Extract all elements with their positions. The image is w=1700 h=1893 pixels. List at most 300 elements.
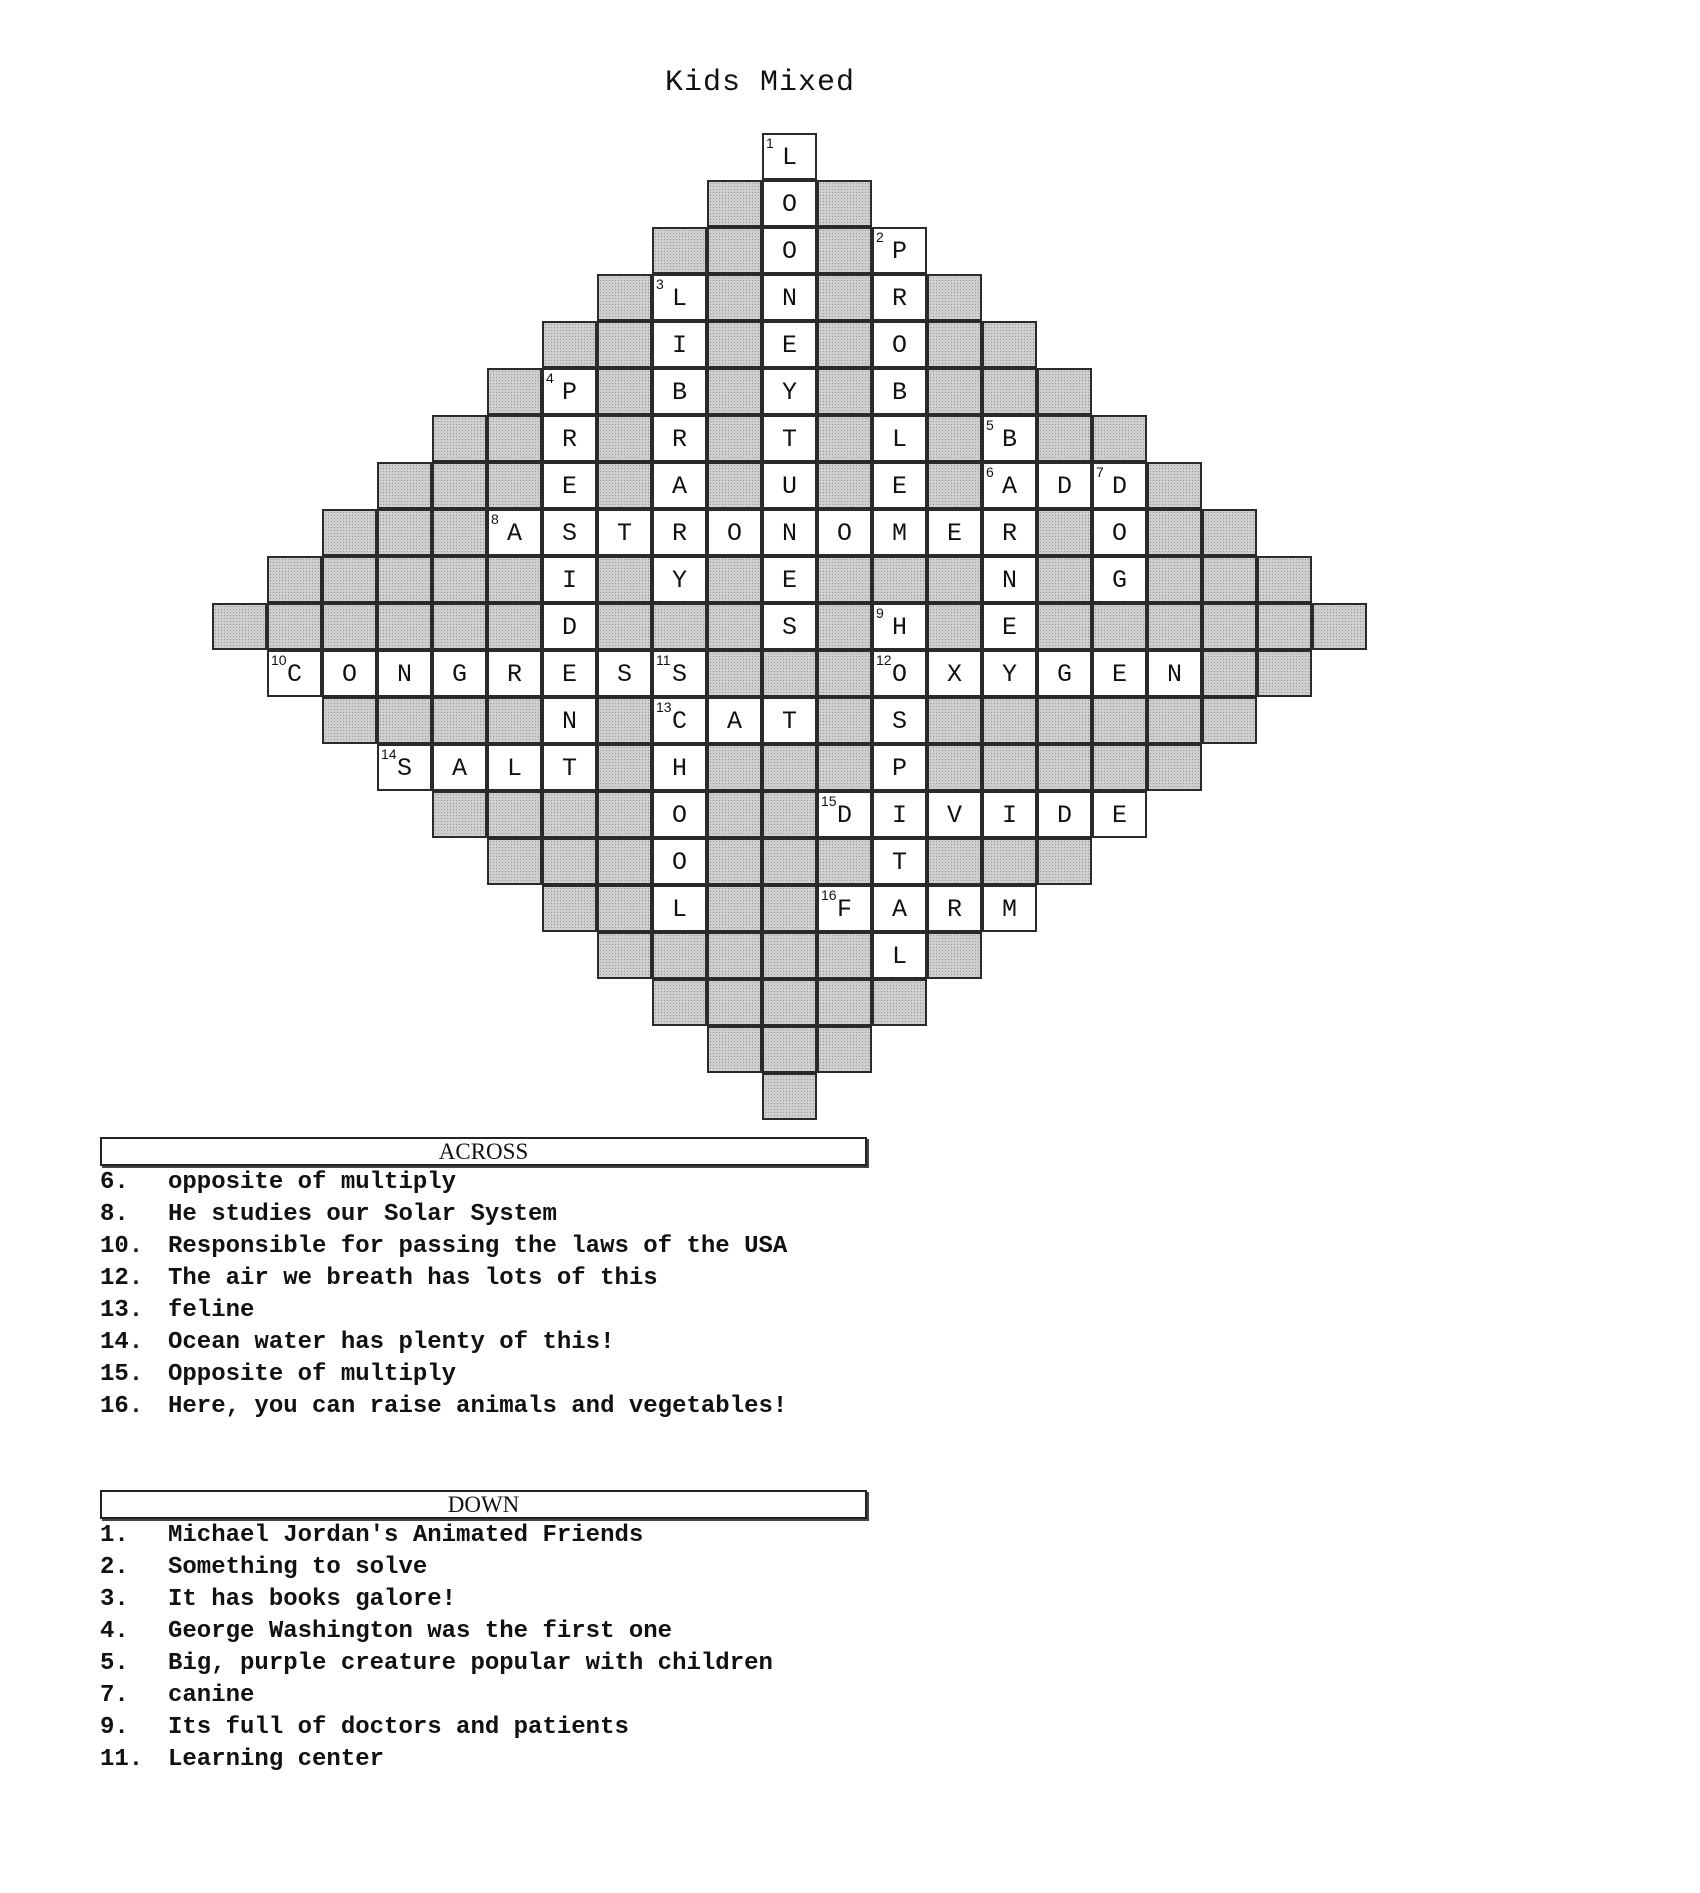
blocked-cell — [707, 885, 762, 932]
clue-text: Ocean water has plenty of this! — [168, 1329, 615, 1356]
answer-cell[interactable] — [762, 133, 817, 180]
answer-cell[interactable] — [982, 603, 1037, 650]
answer-cell[interactable] — [652, 368, 707, 415]
answer-cell[interactable] — [982, 791, 1037, 838]
cell-letter: A — [671, 472, 687, 501]
answer-cell[interactable] — [652, 697, 707, 744]
blocked-cell — [487, 697, 542, 744]
answer-cell[interactable] — [597, 650, 652, 697]
blocked-cell — [927, 697, 982, 744]
blocked-cell — [707, 274, 762, 321]
blocked-cell — [1147, 744, 1202, 791]
answer-cell[interactable] — [267, 650, 322, 697]
blocked-cell — [817, 321, 872, 368]
answer-cell[interactable] — [762, 415, 817, 462]
across-clue — [100, 1327, 860, 1359]
blocked-cell — [982, 838, 1037, 885]
blocked-cell — [927, 556, 982, 603]
cell-letter: A — [1001, 472, 1017, 501]
cell-letter: F — [836, 895, 852, 924]
clue-number: 3. — [100, 1586, 129, 1613]
answer-cell[interactable] — [542, 744, 597, 791]
blocked-cell — [542, 321, 597, 368]
blocked-cell — [212, 603, 267, 650]
blocked-cell — [377, 603, 432, 650]
answer-cell[interactable] — [652, 838, 707, 885]
blocked-cell — [1147, 603, 1202, 650]
blocked-cell — [1037, 744, 1092, 791]
cell-letter: M — [1001, 895, 1017, 924]
blocked-cell — [542, 838, 597, 885]
cell-letter: N — [1166, 660, 1182, 689]
cell-letter: T — [891, 848, 907, 877]
cell-number: 11 — [656, 652, 671, 668]
cell-letter: S — [396, 754, 412, 783]
blocked-cell — [432, 509, 487, 556]
answer-cell[interactable] — [762, 227, 817, 274]
answer-cell[interactable] — [542, 368, 597, 415]
answer-cell[interactable] — [652, 321, 707, 368]
blocked-cell — [597, 368, 652, 415]
blocked-cell — [762, 838, 817, 885]
cell-letter: A — [506, 519, 522, 548]
answer-cell[interactable] — [872, 744, 927, 791]
clue-number: 5. — [100, 1650, 129, 1677]
blocked-cell — [1257, 556, 1312, 603]
blocked-cell — [1092, 697, 1147, 744]
blocked-cell — [707, 603, 762, 650]
blocked-cell — [432, 603, 487, 650]
cell-letter: Y — [781, 378, 797, 407]
cell-letter: A — [726, 707, 742, 736]
blocked-cell — [817, 744, 872, 791]
cell-letter: O — [781, 237, 797, 266]
cell-letter: D — [1056, 472, 1072, 501]
answer-cell[interactable] — [652, 650, 707, 697]
answer-cell[interactable] — [872, 603, 927, 650]
clue-text: It has books galore! — [168, 1586, 457, 1613]
blocked-cell — [762, 650, 817, 697]
down-clue — [100, 1584, 860, 1616]
answer-cell[interactable] — [872, 321, 927, 368]
answer-cell[interactable] — [1092, 509, 1147, 556]
cell-letter: L — [671, 895, 687, 924]
clue-text: Learning center — [168, 1746, 385, 1773]
answer-cell[interactable] — [872, 415, 927, 462]
answer-cell[interactable] — [652, 509, 707, 556]
clue-text: Opposite of multiply — [168, 1361, 457, 1388]
blocked-cell — [597, 556, 652, 603]
cell-letter: G — [1056, 660, 1072, 689]
blocked-cell — [1037, 556, 1092, 603]
cell-number: 1 — [766, 135, 774, 151]
clue-number: 9. — [100, 1714, 129, 1741]
blocked-cell — [1202, 650, 1257, 697]
answer-cell[interactable] — [652, 744, 707, 791]
blocked-cell — [1037, 603, 1092, 650]
clue-number: 15. — [100, 1361, 144, 1388]
answer-cell[interactable] — [982, 509, 1037, 556]
cell-letter: P — [891, 237, 907, 266]
across-header: ACROSS — [100, 1137, 867, 1166]
cell-letter: T — [781, 707, 797, 736]
cell-letter: S — [891, 707, 907, 736]
blocked-cell — [817, 462, 872, 509]
cell-letter: B — [671, 378, 687, 407]
answer-cell[interactable] — [707, 509, 762, 556]
cell-letter: N — [561, 707, 577, 736]
blocked-cell — [707, 650, 762, 697]
cell-letter: E — [781, 566, 797, 595]
cell-number: 15 — [821, 793, 837, 809]
answer-cell[interactable] — [377, 744, 432, 791]
cell-number: 14 — [381, 746, 397, 762]
cell-letter: O — [891, 660, 907, 689]
answer-cell[interactable] — [872, 885, 927, 932]
answer-cell[interactable] — [872, 368, 927, 415]
blocked-cell — [817, 180, 872, 227]
down-clue — [100, 1712, 860, 1744]
blocked-cell — [817, 1026, 872, 1073]
blocked-cell — [1257, 603, 1312, 650]
clue-number: 16. — [100, 1393, 144, 1420]
cell-letter: L — [671, 284, 687, 313]
cell-number: 8 — [491, 511, 499, 527]
answer-cell[interactable] — [762, 368, 817, 415]
cell-letter: E — [1111, 801, 1127, 830]
blocked-cell — [432, 462, 487, 509]
blocked-cell — [1257, 650, 1312, 697]
answer-cell[interactable] — [1092, 650, 1147, 697]
blocked-cell — [707, 180, 762, 227]
clue-number: 13. — [100, 1297, 144, 1324]
cell-letter: C — [286, 660, 302, 689]
cell-letter: O — [1111, 519, 1127, 548]
answer-cell[interactable] — [762, 603, 817, 650]
answer-cell[interactable] — [762, 509, 817, 556]
answer-cell[interactable] — [817, 509, 872, 556]
answer-cell[interactable] — [927, 509, 982, 556]
blocked-cell — [817, 979, 872, 1026]
blocked-cell — [652, 932, 707, 979]
answer-cell[interactable] — [487, 744, 542, 791]
blocked-cell — [542, 885, 597, 932]
cell-letter: P — [561, 378, 577, 407]
answer-cell[interactable] — [1092, 791, 1147, 838]
clue-text: Michael Jordan's Animated Friends — [168, 1522, 644, 1549]
cell-letter: R — [946, 895, 962, 924]
down-clue — [100, 1616, 860, 1648]
blocked-cell — [982, 697, 1037, 744]
across-clue — [100, 1167, 860, 1199]
answer-cell[interactable] — [652, 274, 707, 321]
blocked-cell — [597, 791, 652, 838]
blocked-cell — [597, 603, 652, 650]
answer-cell[interactable] — [707, 697, 762, 744]
blocked-cell — [762, 791, 817, 838]
blocked-cell — [322, 509, 377, 556]
blocked-cell — [927, 603, 982, 650]
blocked-cell — [817, 415, 872, 462]
cell-letter: N — [396, 660, 412, 689]
blocked-cell — [377, 556, 432, 603]
clue-text: Big, purple creature popular with children — [168, 1650, 773, 1677]
blocked-cell — [487, 556, 542, 603]
blocked-cell — [817, 227, 872, 274]
answer-cell[interactable] — [597, 509, 652, 556]
across-clue-list — [100, 1167, 860, 1423]
blocked-cell — [267, 556, 322, 603]
answer-cell[interactable] — [927, 885, 982, 932]
cell-letter: L — [891, 425, 907, 454]
cell-letter: H — [891, 613, 907, 642]
answer-cell[interactable] — [652, 885, 707, 932]
answer-cell[interactable] — [872, 274, 927, 321]
cell-letter: O — [341, 660, 357, 689]
cell-letter: V — [946, 801, 962, 830]
cell-letter: E — [1111, 660, 1127, 689]
blocked-cell — [707, 932, 762, 979]
blocked-cell — [597, 415, 652, 462]
blocked-cell — [1092, 603, 1147, 650]
clue-number: 10. — [100, 1233, 144, 1260]
blocked-cell — [597, 932, 652, 979]
answer-cell[interactable] — [872, 462, 927, 509]
cell-letter: S — [671, 660, 687, 689]
blocked-cell — [707, 744, 762, 791]
cell-letter: I — [671, 331, 687, 360]
answer-cell[interactable] — [872, 650, 927, 697]
cell-letter: E — [561, 660, 577, 689]
answer-cell[interactable] — [652, 556, 707, 603]
cell-number: 9 — [876, 605, 884, 621]
cell-number: 10 — [271, 652, 287, 668]
blocked-cell — [927, 744, 982, 791]
cell-letter: O — [781, 190, 797, 219]
answer-cell[interactable] — [982, 650, 1037, 697]
answer-cell[interactable] — [652, 791, 707, 838]
answer-cell[interactable] — [1092, 556, 1147, 603]
blocked-cell — [267, 603, 322, 650]
answer-cell[interactable] — [542, 603, 597, 650]
cell-letter: Y — [1001, 660, 1017, 689]
blocked-cell — [432, 415, 487, 462]
answer-cell[interactable] — [432, 744, 487, 791]
answer-cell[interactable] — [982, 462, 1037, 509]
blocked-cell — [872, 979, 927, 1026]
answer-cell[interactable] — [652, 462, 707, 509]
answer-cell[interactable] — [762, 462, 817, 509]
clue-text: feline — [168, 1297, 255, 1324]
blocked-cell — [707, 556, 762, 603]
clue-text: George Washington was the first one — [168, 1618, 673, 1645]
cell-letter: D — [561, 613, 577, 642]
blocked-cell — [982, 321, 1037, 368]
answer-cell[interactable] — [982, 556, 1037, 603]
answer-cell[interactable] — [487, 509, 542, 556]
down-clue — [100, 1520, 860, 1552]
blocked-cell — [762, 1073, 817, 1120]
blocked-cell — [817, 603, 872, 650]
blocked-cell — [322, 697, 377, 744]
blocked-cell — [817, 838, 872, 885]
blocked-cell — [1037, 368, 1092, 415]
answer-cell[interactable] — [872, 509, 927, 556]
down-clue-list — [100, 1520, 860, 1776]
blocked-cell — [927, 321, 982, 368]
blocked-cell — [542, 791, 597, 838]
cell-letter: G — [451, 660, 467, 689]
cell-letter: Y — [671, 566, 687, 595]
cell-letter: I — [561, 566, 577, 595]
answer-cell[interactable] — [817, 791, 872, 838]
blocked-cell — [322, 556, 377, 603]
blocked-cell — [1092, 415, 1147, 462]
answer-cell[interactable] — [762, 556, 817, 603]
answer-cell[interactable] — [1037, 791, 1092, 838]
across-clue — [100, 1263, 860, 1295]
cell-letter: M — [891, 519, 907, 548]
blocked-cell — [707, 791, 762, 838]
answer-cell[interactable] — [872, 227, 927, 274]
clue-number: 8. — [100, 1201, 129, 1228]
answer-cell[interactable] — [377, 650, 432, 697]
blocked-cell — [1037, 415, 1092, 462]
answer-cell[interactable] — [982, 415, 1037, 462]
blocked-cell — [1312, 603, 1367, 650]
cell-letter: R — [506, 660, 522, 689]
clue-text: opposite of multiply — [168, 1169, 457, 1196]
answer-cell[interactable] — [542, 650, 597, 697]
cell-letter: E — [1001, 613, 1017, 642]
cell-letter: D — [1111, 472, 1127, 501]
answer-cell[interactable] — [542, 509, 597, 556]
answer-cell[interactable] — [817, 885, 872, 932]
blocked-cell — [817, 274, 872, 321]
cell-number: 6 — [986, 464, 994, 480]
cell-letter: I — [1001, 801, 1017, 830]
blocked-cell — [1147, 697, 1202, 744]
answer-cell[interactable] — [1037, 650, 1092, 697]
puzzle-title: Kids Mixed — [664, 66, 856, 100]
blocked-cell — [1147, 556, 1202, 603]
blocked-cell — [762, 744, 817, 791]
clue-text: Responsible for passing the laws of the USA — [168, 1233, 788, 1260]
answer-cell[interactable] — [762, 697, 817, 744]
blocked-cell — [927, 932, 982, 979]
answer-cell[interactable] — [982, 885, 1037, 932]
answer-cell[interactable] — [1092, 462, 1147, 509]
blocked-cell — [707, 227, 762, 274]
cell-letter: N — [1001, 566, 1017, 595]
cell-letter: N — [781, 284, 797, 313]
answer-cell[interactable] — [542, 697, 597, 744]
answer-cell[interactable] — [542, 415, 597, 462]
answer-cell[interactable] — [1037, 462, 1092, 509]
blocked-cell — [762, 932, 817, 979]
cell-number: 2 — [876, 229, 884, 245]
down-clue — [100, 1648, 860, 1680]
answer-cell[interactable] — [872, 697, 927, 744]
answer-cell[interactable] — [487, 650, 542, 697]
answer-cell[interactable] — [432, 650, 487, 697]
cell-letter: P — [891, 754, 907, 783]
clue-number: 1. — [100, 1522, 129, 1549]
clue-text: He studies our Solar System — [168, 1201, 557, 1228]
answer-cell[interactable] — [322, 650, 377, 697]
blocked-cell — [487, 368, 542, 415]
blocked-cell — [817, 932, 872, 979]
across-clue — [100, 1359, 860, 1391]
blocked-cell — [597, 321, 652, 368]
answer-cell[interactable] — [542, 556, 597, 603]
cell-number: 4 — [546, 370, 554, 386]
blocked-cell — [1037, 697, 1092, 744]
cell-letter: A — [891, 895, 907, 924]
answer-cell[interactable] — [872, 791, 927, 838]
cell-letter: O — [726, 519, 742, 548]
cell-letter: S — [781, 613, 797, 642]
answer-cell[interactable] — [652, 415, 707, 462]
down-clue — [100, 1552, 860, 1584]
blocked-cell — [707, 1026, 762, 1073]
answer-cell[interactable] — [762, 274, 817, 321]
cell-letter: O — [671, 801, 687, 830]
blocked-cell — [1147, 462, 1202, 509]
clue-text: The air we breath has lots of this — [168, 1265, 658, 1292]
cell-number: 12 — [876, 652, 892, 668]
cell-letter: R — [671, 425, 687, 454]
cell-number: 7 — [1096, 464, 1104, 480]
clue-text: Its full of doctors and patients — [168, 1714, 629, 1741]
cell-letter: R — [671, 519, 687, 548]
blocked-cell — [1202, 697, 1257, 744]
answer-cell[interactable] — [762, 180, 817, 227]
blocked-cell — [927, 462, 982, 509]
answer-cell[interactable] — [542, 462, 597, 509]
answer-cell[interactable] — [927, 791, 982, 838]
blocked-cell — [377, 462, 432, 509]
answer-cell[interactable] — [927, 650, 982, 697]
blocked-cell — [872, 556, 927, 603]
answer-cell[interactable] — [1147, 650, 1202, 697]
blocked-cell — [817, 697, 872, 744]
blocked-cell — [597, 697, 652, 744]
cell-letter: G — [1111, 566, 1127, 595]
blocked-cell — [597, 838, 652, 885]
blocked-cell — [927, 368, 982, 415]
blocked-cell — [1202, 603, 1257, 650]
blocked-cell — [982, 744, 1037, 791]
cell-letter: L — [891, 942, 907, 971]
down-clue — [100, 1744, 860, 1776]
blocked-cell — [927, 838, 982, 885]
cell-letter: R — [561, 425, 577, 454]
answer-cell[interactable] — [872, 932, 927, 979]
blocked-cell — [927, 274, 982, 321]
cell-letter: S — [616, 660, 632, 689]
cell-letter: R — [1001, 519, 1017, 548]
cell-number: 5 — [986, 417, 994, 433]
blocked-cell — [762, 979, 817, 1026]
answer-cell[interactable] — [762, 321, 817, 368]
blocked-cell — [487, 603, 542, 650]
down-clue — [100, 1680, 860, 1712]
blocked-cell — [817, 650, 872, 697]
answer-cell[interactable] — [872, 838, 927, 885]
blocked-cell — [487, 838, 542, 885]
cell-number: 16 — [821, 887, 837, 903]
